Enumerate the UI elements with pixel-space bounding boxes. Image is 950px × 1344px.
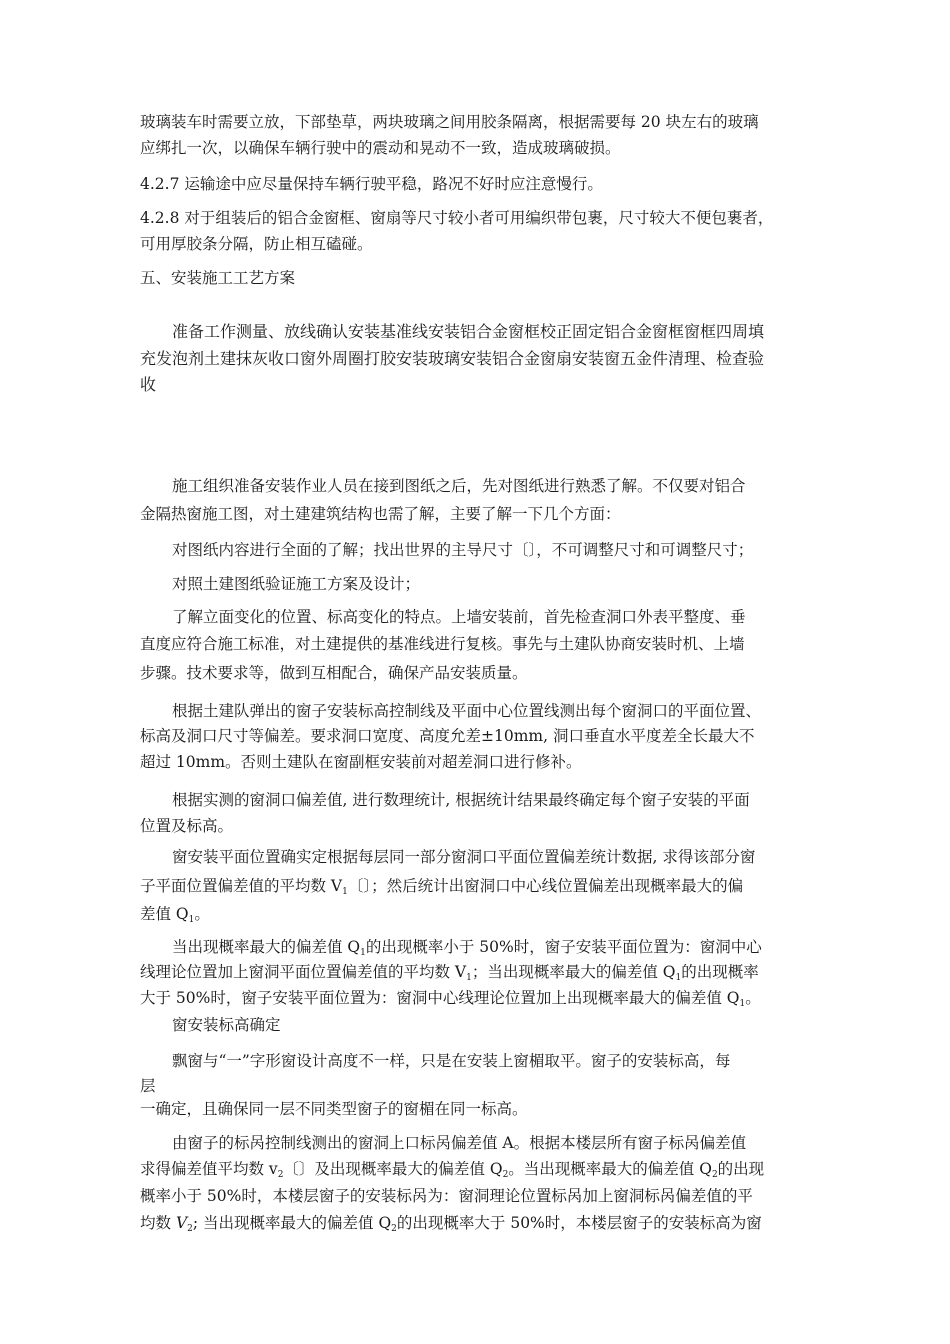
list-item: 对图纸内容进行全面的了解；找出世界的主导尺寸〔〕，不可调整尺寸和可调整尺寸；: [172, 541, 754, 559]
section-item-4-2-8: 4.2.8 对于组装后的铝合金窗框、窗扇等尺寸较小者可用编织带包裹，尺寸较大不便包裹者，: [140, 209, 774, 227]
list-item: 了解立面变化的位置、标高变化的特点。上墙安装前，首先检查洞口外表平整度、垂: [172, 608, 746, 626]
subscript: 1: [466, 973, 472, 983]
paragraph-line: 窗安装平面位置确实定根据每层同一部分窗洞口平面位置偏差统计数据, 求得该部分窗: [172, 848, 756, 866]
text-run: ; 当出现概率最大的偏差值 Q: [192, 1214, 392, 1232]
italic-symbol: V: [175, 1214, 188, 1232]
text-run: 。: [194, 905, 210, 923]
text-run: 〔〕及出现概率最大的偏差值 Q: [283, 1160, 503, 1178]
paragraph-line: 位置及标高。: [140, 817, 234, 835]
subsection-heading: 窗安装标高确定: [172, 1016, 281, 1034]
text-run: 〔〕；然后统计出窗洞口中心线位置偏差出现概率最大的偏: [347, 877, 744, 895]
paragraph-line: 超过 10mm。否则土建队在窗副框安装前对超差洞口进行修补。: [140, 753, 582, 771]
subscript: 2: [187, 1224, 193, 1234]
paragraph-line: [140, 901, 210, 927]
text-run: 的出现: [717, 1160, 765, 1178]
paragraph-line: 飘窗与“一”字形窗设计高度不一样，只是在安装上窗楣取平。窗子的安装标高，每: [172, 1052, 731, 1070]
text-run: 。当出现概率最大的偏差值 Q: [508, 1160, 712, 1178]
text-run: 差值 Q: [140, 905, 189, 923]
paragraph-line: 根据土建队弹出的窗子安装标高控制线及平面中心位置线测出每个窗洞口的平面位置、: [172, 702, 762, 720]
subscript: 2: [711, 1170, 718, 1180]
subscript: 1: [360, 948, 366, 958]
subscript: 1: [739, 999, 746, 1009]
text-run: 当出现概率最大的偏差值 Q: [172, 938, 361, 956]
subscript: 2: [391, 1224, 397, 1234]
section-heading: 五、安装施工工艺方案: [140, 269, 296, 287]
text-run: 。: [745, 989, 761, 1007]
process-flow-line: 准备工作测量、放线确认安装基准线安装铝合金窗框校正固定铝合金窗框窗框四周填: [172, 322, 765, 341]
text-run: 求得偏差值平均数 v: [140, 1160, 278, 1178]
paragraph-line: 由窗子的标呙控制线测出的窗洞上口标呙偏差值 A。根据本楼层所有窗子标呙偏差值: [172, 1134, 747, 1152]
paragraph-line: 施工组织准备安装作业人员在接到图纸之后，先对图纸进行熟悉了解。不仅要对铝合: [172, 477, 746, 495]
paragraph-line: 概率小于 50%时，本楼层窗子的安装标呙为：窗洞理论位置标呙加上窗洞标呙偏差值的平: [140, 1187, 753, 1205]
process-flow-line: 充发泡剂土建抹灰收口窗外周圈打胶安装玻璃安装铝合金窗扇安装窗五金件清理、检查验: [140, 349, 765, 368]
paragraph-line: [140, 985, 761, 1011]
subscript: 1: [188, 915, 195, 925]
subscript: 1: [675, 973, 682, 983]
subscript: 1: [342, 887, 348, 897]
process-flow-line: 收: [140, 375, 157, 394]
text-run: 的出现概率小于 50%时，窗子安装平面位置为：窗洞中心: [365, 938, 762, 956]
paragraph-line: 玻璃装车时需要立放，下部垫草，两块玻璃之间用胶条隔离，根据需要每 20 块左右的玻璃: [140, 113, 759, 131]
text-run: ；当出现概率最大的偏差值 Q: [471, 963, 676, 981]
text-run: 子平面位置偏差值的平均数 V: [140, 877, 343, 895]
paragraph-line: [140, 959, 759, 985]
text-run: 的出现概率: [681, 963, 759, 981]
paragraph-line: 步骤。技术要求等，做到互相配合，确保产品安装质量。: [140, 664, 528, 682]
paragraph-line: 标高及洞口尺寸等偏差。要求洞口宽度、高度允差±10mm, 洞口垂直水平度差全长最大不: [140, 727, 755, 745]
paragraph-line: 层: [140, 1077, 156, 1095]
paragraph-line: [140, 873, 743, 899]
paragraph-line: 一确定，且确保同一层不同类型窗子的窗楣在同一标高。: [140, 1100, 528, 1118]
paragraph-line: 应绑扎一次，以确保车辆行驶中的震动和晃动不一致，造成玻璃破损。: [140, 139, 621, 157]
text-run: 的出现概率大于 50%时，本楼层窗子的安装标高为窗: [396, 1214, 762, 1232]
section-item-4-2-7: 4.2.7 运输途中应尽量保持车辆行驶平稳，路况不好时应注意慢行。: [140, 175, 603, 193]
text-run: 线理论位置加上窗洞平面位置偏差值的平均数 V: [140, 963, 467, 981]
subscript: 2: [502, 1170, 509, 1180]
list-item: 对照土建图纸验证施工方案及设计；: [172, 575, 421, 593]
paragraph-line: 金隔热窗施工图，对土建建筑结构也需了解，主要了解一下几个方面：: [140, 505, 621, 523]
paragraph-line: [140, 1210, 762, 1236]
paragraph-line: 直度应符合施工标准，对土建提供的基准线进行复核。事先与土建队协商安装时机、上墙: [140, 635, 745, 653]
paragraph-line: 可用厚胶条分隔，防止相互磕碰。: [140, 235, 373, 253]
text-run: 均数: [140, 1214, 176, 1232]
paragraph-line: 根据实测的窗洞口偏差值, 进行数理统计, 根据统计结果最终确定每个窗子安装的平面: [172, 791, 750, 809]
paragraph-line: [172, 934, 762, 960]
paragraph-line: [140, 1156, 764, 1182]
text-run: 大于 50%时，窗子安装平面位置为：窗洞中心线理论位置加上出现概率最大的偏差值 Q: [140, 989, 740, 1007]
subscript: 2: [277, 1170, 284, 1180]
